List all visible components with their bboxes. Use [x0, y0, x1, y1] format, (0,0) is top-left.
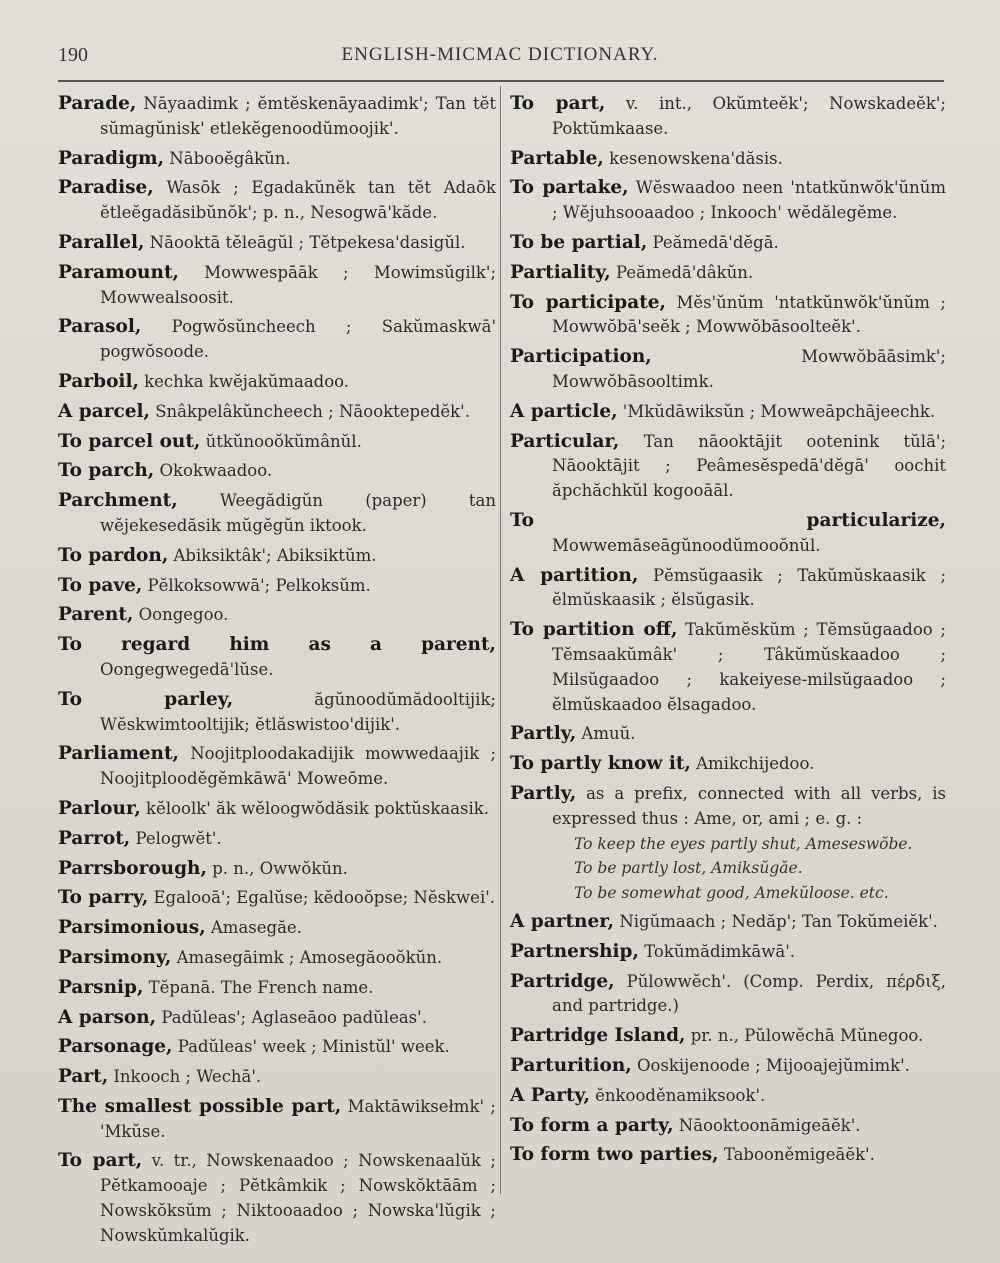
dictionary-entry: [510, 782, 946, 832]
entry-headword: To parcel out,: [58, 430, 201, 452]
entry-definition: ŭtkŭnooŏkŭmânŭl.: [200, 431, 362, 451]
entry-definition: Peămedā'dâkŭn.: [610, 262, 754, 282]
page-number: 190: [58, 44, 88, 66]
entry-definition: Mowwŏbāāsimk'; Mowwŏbāsooltimk.: [552, 347, 946, 391]
dictionary-entry: [58, 400, 496, 425]
entry-headword: The smallest possible part,: [58, 1095, 342, 1117]
entry-definition: ăgŭnoodŭmădooltijik; Wĕskwimtooltijik; ĕtlăswistoo'dijik'.: [100, 689, 496, 734]
entry-definition: Wĕswaadoo neen 'ntatkŭnwŏk'ŭnŭm ; Wĕjuhsooaadoo ; Inkooch' wĕdălegĕme.: [552, 178, 946, 223]
entry-headword: To participate,: [510, 291, 666, 313]
entry-definition: Mowwespāāk ; Mowimsŭgilk'; Mowwealsoosit.: [100, 262, 496, 307]
entry-definition: Okokwaadoo.: [154, 461, 273, 481]
entry-definition: Oongegoo.: [133, 605, 229, 625]
dictionary-entry: [58, 147, 496, 172]
dictionary-entry: [58, 916, 496, 941]
entry-headword: Partly,: [510, 782, 577, 804]
entry-headword: To particularize,: [510, 509, 946, 531]
dictionary-entry: [58, 633, 496, 683]
dictionary-entry: [510, 176, 946, 226]
entry-headword: To part,: [510, 93, 606, 114]
entry-definition: kechka kwĕjakŭmaadoo.: [138, 371, 350, 391]
entry-headword: Parliament,: [58, 743, 179, 765]
entry-definition: Padŭleas' week ; Ministŭl' week.: [172, 1037, 450, 1057]
left-column: [58, 92, 496, 1249]
dictionary-entry: [58, 1065, 496, 1090]
entry-definition: v. int., Okŭmteĕk'; Nowskadeĕk'; Poktŭmkaase.: [552, 94, 946, 138]
entry-headword: To part,: [58, 1150, 143, 1172]
entry-headword: To partly know it,: [510, 753, 691, 775]
dictionary-entry: [510, 291, 946, 341]
dictionary-entry: [58, 231, 496, 256]
entry-definition: Oongegwegedā'lŭse.: [100, 659, 274, 679]
dictionary-entry: [58, 1095, 496, 1145]
usage-example: To keep the eyes partly shut, Ameseswŏbe.: [574, 834, 913, 853]
dictionary-entry: [58, 1035, 496, 1060]
entry-headword: Parsonage,: [58, 1036, 173, 1058]
entry-headword: Particular,: [510, 430, 620, 452]
entry-headword: To pave,: [58, 574, 143, 596]
dictionary-entry: [58, 315, 496, 365]
dictionary-entry: [58, 976, 496, 1001]
entry-headword: Paradise,: [58, 177, 154, 199]
entry-headword: Partnership,: [510, 940, 639, 962]
entry-headword: To form a party,: [510, 1114, 674, 1136]
dictionary-entry: [58, 886, 496, 911]
dictionary-entry: [58, 797, 496, 822]
dictionary-entry: [510, 1114, 946, 1139]
entry-headword: Parallel,: [58, 231, 145, 253]
entry-definition: v. tr., Nowskenaadoo ; Nowskenaalŭk ; Pĕtkamooaje ; Pĕtkâmkik ; Nowskŏktāām ; Nowskŏksŭm ; Niktooaadoo ; Nowska'lŭgik ; Nowskŭmkalŭgik.: [100, 1151, 496, 1245]
entry-headword: A partner,: [510, 911, 615, 933]
entry-definition: as a prefix, connected with all verbs, is expressed thus : Ame, or, ami ; e. g. :: [552, 783, 946, 828]
dictionary-entry: [510, 1084, 946, 1109]
dictionary-entry: [58, 176, 496, 226]
entry-definition: Amasegāimk ; Amosegăooŏkŭn.: [171, 947, 443, 967]
dictionary-entry: [510, 261, 946, 286]
dictionary-entry: [58, 489, 496, 539]
entry-headword: Partable,: [510, 147, 604, 169]
entry-headword: To be partial,: [510, 231, 648, 253]
dictionary-entry: [58, 742, 496, 792]
entry-headword: Paradigm,: [58, 147, 165, 169]
entry-headword: To parley,: [58, 688, 234, 710]
entry-headword: Parlour,: [58, 797, 141, 819]
entry-definition: Snâkpelâkŭncheech ; Nāooktepedĕk'.: [149, 401, 470, 421]
dictionary-entry: [510, 618, 946, 717]
dictionary-entry: [510, 1024, 946, 1049]
entry-definition: pr. n., Pŭlowĕchā Mŭnegoo.: [685, 1026, 924, 1046]
entry-headword: A parcel,: [58, 400, 150, 422]
entry-definition: Abiksiktâk'; Abiksiktŭm.: [168, 545, 377, 565]
entry-definition: Pŭlowwĕch'. (Comp. Perdix, πέρδιξ, and partridge.): [552, 971, 946, 1016]
dictionary-entry: [510, 509, 946, 559]
entry-headword: To partake,: [510, 177, 629, 199]
entry-definition: Egalooā'; Egalŭse; kĕdooŏpse; Nĕskwei'.: [148, 888, 495, 908]
entry-definition: kesenowskena'dăsis.: [603, 148, 783, 168]
entry-headword: Parchment,: [58, 490, 178, 512]
entry-definition: Peămedā'dĕgā.: [647, 232, 779, 252]
dictionary-entry: [58, 946, 496, 971]
dictionary-entry: [58, 92, 496, 142]
dictionary-entry: [510, 970, 946, 1020]
entry-definition: Ooskijenoode ; Mijooajejŭmimk'.: [631, 1056, 910, 1075]
dictionary-entry: [58, 1006, 496, 1031]
entry-headword: Partridge,: [510, 970, 615, 992]
dictionary-entry: [510, 752, 946, 777]
dictionary-entry: [58, 261, 496, 311]
column-divider: [500, 86, 501, 1194]
entry-definition: Nābooĕgâkŭn.: [164, 148, 291, 168]
entry-headword: Parsimonious,: [58, 917, 206, 939]
entry-headword: To form two parties,: [510, 1144, 719, 1166]
dictionary-entry: [510, 910, 946, 935]
dictionary-entry: [58, 574, 496, 599]
dictionary-entry: [58, 1149, 496, 1248]
entry-definition: ĕnkooděnamiksook'.: [589, 1085, 766, 1105]
entry-headword: Parturition,: [510, 1055, 632, 1076]
entry-definition: Tĕpanā. The French name.: [143, 977, 374, 997]
usage-example: To be partly lost, Amiksŭgăe.: [574, 859, 803, 878]
entry-definition: Mowwemāseāgŭnoodŭmooŏnŭl.: [552, 535, 821, 555]
dictionary-entry: [58, 459, 496, 484]
dictionary-entry: [58, 370, 496, 395]
entry-headword: A Party,: [510, 1084, 590, 1106]
entry-headword: A partition,: [510, 564, 639, 586]
entry-definition: Amuŭ.: [576, 724, 636, 744]
dictionary-entry: [58, 827, 496, 852]
entry-definition: Amasegăe.: [205, 918, 302, 938]
entry-headword: Parsimony,: [58, 946, 172, 968]
entry-headword: Paramount,: [58, 261, 179, 283]
entry-definition: Pogwŏsŭncheech ; Sakŭmaskwā' pogwŏsoode.: [100, 317, 496, 362]
entry-definition: kĕloolk' ăk wĕloogwŏdăsik poktŭskaasik.: [140, 798, 490, 818]
dictionary-entry: [510, 722, 946, 747]
entry-definition: Inkooch ; Wechā'.: [108, 1067, 262, 1087]
running-head: ENGLISH-MICMAC DICTIONARY.: [341, 44, 659, 65]
dictionary-entry: [58, 603, 496, 628]
dictionary-entry: [58, 544, 496, 569]
entry-definition: Padŭleas'; Aglaseāoo padŭleas'.: [156, 1007, 427, 1027]
dictionary-entry: [510, 940, 946, 965]
entry-definition: Nāooktoonāmigeāĕk'.: [673, 1115, 861, 1135]
entry-headword: To parch,: [58, 460, 155, 482]
entry-definition: Tokŭmădimkāwā'.: [638, 941, 796, 961]
entry-definition: Pĕlkoksowwā'; Pelkoksŭm.: [142, 575, 371, 595]
dictionary-entry: [510, 231, 946, 256]
dictionary-entry: [510, 1054, 946, 1079]
entry-headword: Partridge Island,: [510, 1025, 686, 1047]
entry-definition: Pelogwĕt'.: [130, 828, 222, 848]
entry-headword: Parasol,: [58, 316, 142, 338]
entry-headword: Parrot,: [58, 827, 131, 849]
dictionary-entry: [58, 688, 496, 738]
entry-headword: To partition off,: [510, 619, 678, 641]
page-header: [58, 40, 942, 70]
entry-definition: Noojitploodakadijik mowwedaajik ; Noojitploodĕgĕmkāwā' Moweōme.: [100, 744, 496, 789]
dictionary-entry: [510, 430, 946, 504]
entry-definition: Maktāwiksełmk' ; 'Mkŭse.: [100, 1096, 496, 1141]
entry-definition: Weegădigŭn (paper) tan wĕjekesedăsik mŭgĕgŭn iktook.: [100, 491, 496, 535]
entry-definition: Nāooktā tĕleāgŭl ; Tĕtpekesa'dasigŭl.: [144, 232, 466, 252]
entry-headword: Parade,: [58, 93, 137, 114]
dictionary-entry: [58, 857, 496, 882]
entry-headword: Partly,: [510, 723, 577, 745]
entry-definition: Nāyaadimk ; ĕmtĕskenāyaadimk'; Tan tĕt sŭmagŭnisk' etlekĕgenoodŭmoojik'.: [100, 94, 496, 138]
entry-definition: Nigŭmaach ; Nedăp'; Tan Tokŭmeiĕk'.: [614, 912, 938, 932]
dictionary-entry: [510, 1143, 946, 1168]
entry-headword: Parent,: [58, 604, 134, 626]
entry-headword: Participation,: [510, 346, 652, 368]
entry-headword: To pardon,: [58, 544, 169, 566]
entry-definition: Mĕs'ŭnŭm 'ntatkŭnwŏk'ŭnŭm ; Mowwŏbā'seĕk ; Mowwŏbāsoolteĕk'.: [552, 292, 946, 337]
entry-definition: Wasōk ; Egadakŭnĕk tan tĕt Adaōk ĕtleĕgadăsibŭnŏk'; p. n., Nesogwā'kăde.: [100, 178, 496, 223]
dictionary-entry: [510, 147, 946, 172]
entry-headword: To regard him as a parent,: [58, 634, 496, 656]
entry-headword: A particle,: [510, 400, 618, 422]
entry-definition: p. n., Owwŏkŭn.: [206, 858, 348, 878]
dictionary-entry: [510, 400, 946, 425]
entry-headword: Parboil,: [58, 370, 139, 392]
entry-definition: Tabooněmigeāĕk'.: [718, 1145, 875, 1165]
dictionary-entry: [510, 345, 946, 395]
entry-definition: Amikchijedoo.: [690, 754, 815, 774]
header-rule: [58, 80, 944, 82]
dictionary-entry: [510, 564, 946, 614]
entry-headword: A parson,: [58, 1006, 157, 1028]
dictionary-entry: [510, 92, 946, 142]
usage-example: To be somewhat good, Amekŭloose. etc.: [574, 883, 889, 902]
entry-headword: Parsnip,: [58, 976, 144, 998]
entry-definition: Takŭmĕskŭm ; Tĕmsŭgaadoo ; Tĕmsaakŭmâk' ; Tâkŭmŭskaadoo ; Milsŭgaadoo ; kakeiyese-milsŭgaadoo ; ĕlmŭskaadoo ĕlsagadoo.: [552, 620, 946, 714]
entry-definition: Pĕmsŭgaasik ; Takŭmŭskaasik ; ĕlmŭskaasik ; ĕlsŭgasik.: [552, 565, 947, 610]
entry-headword: Part,: [58, 1066, 109, 1088]
dictionary-entry: [58, 430, 496, 455]
entry-headword: To parry,: [58, 887, 149, 909]
entry-definition: Tan nāooktājit ootenink tŭlā'; Nāooktājit ; Peâmesĕspedā'dĕgā' oochit ăpchăchkŭl kogooāāl.: [552, 431, 946, 501]
entry-definition: 'Mkŭdāwiksŭn ; Mowweāpchājeechk.: [617, 401, 936, 421]
entry-headword: Partiality,: [510, 261, 611, 283]
entry-headword: Parrsborough,: [58, 857, 207, 879]
right-column: [510, 92, 946, 1168]
